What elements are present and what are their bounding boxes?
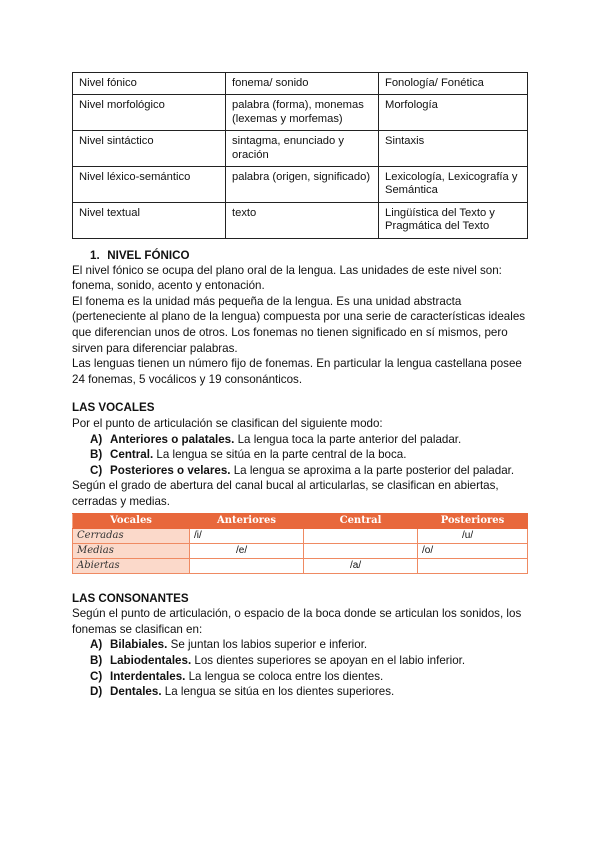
column-header: Vocales (73, 513, 190, 528)
subheading-vocales: LAS VOCALES (72, 401, 155, 415)
definition: La lengua se sitúa en la parte central de la boca. (153, 448, 407, 462)
table-cell: /a/ (304, 558, 418, 573)
table-row (73, 131, 528, 167)
list-marker: D) (90, 685, 103, 699)
table-cell: Nivel morfológico (73, 95, 226, 131)
row-label: Abiertas (73, 558, 190, 573)
term: Labiodentales. (110, 653, 192, 667)
section-title: NIVEL FÓNICO (107, 248, 190, 262)
list-marker: B) (90, 653, 103, 667)
definition: La lengua se coloca entre los dientes. (185, 669, 384, 683)
table-row (73, 528, 528, 543)
list-item (90, 463, 528, 479)
table-row (73, 558, 528, 573)
paragraph: Según el punto de articulación, o espacio de la boca donde se articulan los sonidos, los fonemas se clasifican en: (72, 607, 522, 636)
table-cell: Nivel léxico-semántico (73, 167, 226, 203)
table-row (73, 95, 528, 131)
list-item (90, 447, 528, 463)
column-header: Posteriores (418, 513, 528, 528)
definition: La lengua se aproxima a la parte posterior del paladar. (230, 463, 515, 477)
table-cell: Morfología (379, 95, 528, 131)
column-header: Central (304, 513, 418, 528)
term: Bilabiales. (110, 638, 168, 652)
section-heading (90, 249, 528, 262)
paragraph: El fonema es la unidad más pequeña de la lengua. Es una unidad abstracta (perteneciente al plano de la lengua) compuesta por una serie de características ideales que diferencian unos de otros. Los fonemas no tienen significado en sí mismos, pero sirven para diferenciar palabras. (72, 294, 526, 355)
paragraph: Las lenguas tienen un número fijo de fonemas. En particular la lengua castellana posee 24 fonemas, 5 vocálicos y 19 consonánticos. (72, 357, 522, 386)
linguistic-levels-table (72, 72, 528, 239)
table-cell: Sintaxis (379, 131, 528, 167)
table-cell: Nivel textual (73, 202, 226, 238)
subheading-consonantes: LAS CONSONANTES (72, 591, 189, 605)
table-cell: Lingüística del Texto y Pragmática del Texto (379, 202, 528, 238)
list-marker: A) (90, 638, 103, 652)
list-item (90, 637, 528, 653)
term: Anteriores o palatales. (110, 432, 235, 446)
paragraph: Según el grado de abertura del canal bucal al articularlas, se clasifican en abiertas, cerradas y medias. (72, 479, 499, 508)
paragraph: Por el punto de articulación se clasifican del siguiente modo: (72, 417, 383, 430)
table-row (73, 202, 528, 238)
term: Central. (110, 448, 154, 462)
definition: Los dientes superiores se apoyan en el labio inferior. (191, 653, 466, 667)
definition: Se juntan los labios superior e inferior. (167, 638, 368, 652)
table-cell: Nivel sintáctico (73, 131, 226, 167)
term: Dentales. (110, 685, 162, 699)
vowels-table (72, 513, 528, 574)
consonant-articulation-list (72, 637, 528, 699)
list-item (90, 669, 528, 685)
definition: La lengua toca la parte anterior del paladar. (234, 432, 462, 446)
table-row (73, 73, 528, 95)
table-header-row (73, 513, 528, 528)
paragraph: El nivel fónico se ocupa del plano oral de la lengua. Las unidades de este nivel son: fonema, sonido, acento y entonación. (72, 263, 502, 293)
list-marker: C) (90, 463, 103, 477)
table-cell (418, 558, 528, 573)
table-cell (304, 543, 418, 558)
term: Posteriores o velares. (110, 463, 231, 477)
section-number: 1. (90, 248, 100, 262)
list-item (90, 684, 528, 700)
table-cell: palabra (forma), monemas (lexemas y morfemas) (226, 95, 379, 131)
table-cell: /i/ (190, 528, 304, 543)
table-row (73, 167, 528, 203)
list-item (90, 432, 528, 448)
row-label: Medias (73, 543, 190, 558)
table-cell: Lexicología, Lexicografía y Semántica (379, 167, 528, 203)
table-cell: /o/ (418, 543, 528, 558)
table-cell: /e/ (190, 543, 304, 558)
table-cell: fonema/ sonido (226, 73, 379, 95)
column-header: Anteriores (190, 513, 304, 528)
table-cell: palabra (origen, significado) (226, 167, 379, 203)
table-cell: Nivel fónico (73, 73, 226, 95)
table-cell: /u/ (418, 528, 528, 543)
table-cell (190, 558, 304, 573)
term: Interdentales. (110, 669, 186, 683)
list-marker: A) (90, 432, 103, 446)
table-row (73, 543, 528, 558)
table-cell: texto (226, 202, 379, 238)
table-cell (304, 528, 418, 543)
list-item (90, 653, 528, 669)
vowel-articulation-list (72, 432, 528, 479)
row-label: Cerradas (73, 528, 190, 543)
definition: La lengua se sitúa en los dientes superiores. (161, 685, 395, 699)
list-marker: C) (90, 669, 103, 683)
document-page (72, 72, 528, 700)
list-marker: B) (90, 448, 103, 462)
table-cell: sintagma, enunciado y oración (226, 131, 379, 167)
table-cell: Fonología/ Fonética (379, 73, 528, 95)
